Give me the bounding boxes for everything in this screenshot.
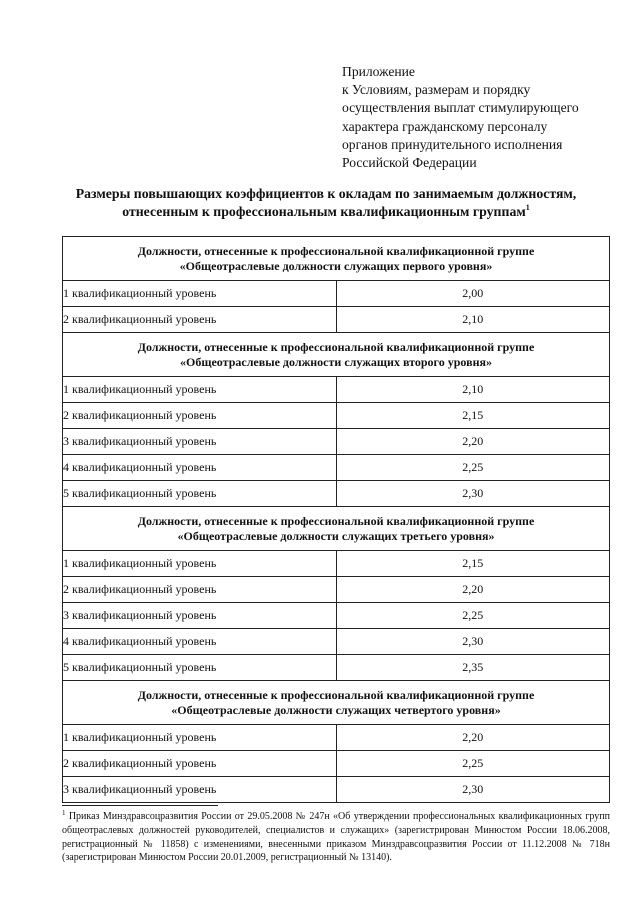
coefficient-cell: 2,30 [336,629,610,655]
coefficient-cell: 2,15 [336,403,610,429]
title-line [40,203,612,221]
group-header-line: «Общеотраслевые должности служащих третьего уровня» [177,528,495,543]
appendix-line: Приложение [342,64,415,79]
table-row [63,455,610,481]
table-row [63,481,610,507]
group-header-row [63,333,610,377]
footnote-mark: 1 [62,809,66,817]
coefficient-cell: 2,10 [336,377,610,403]
coefficient-cell: 2,35 [336,655,610,681]
table-row [63,307,610,333]
table-body [63,237,610,803]
footnote-text: Приказ Минздравсоцразвития России от 29.05.2008 № 247н «Об утверждении профессиональных квалификационных групп общеотраслевых должностей руководителей, специалистов и служащих» (зарегистрирован Минюстом России 18.06.2008, регистрационный № 11858) с изменениями, внесенными приказом Минздравсоцразвития России от 11.12.2008 № 718н (зарегистрирован Минюстом России 20.01.2009, регистрационный № 13140). [62,811,610,864]
group-header [63,681,610,725]
coefficient-cell: 2,25 [336,455,610,481]
qualification-level-cell: 1 квалификационный уровень [63,725,337,751]
coefficient-cell: 2,20 [336,429,610,455]
qualification-level-cell: 2 квалификационный уровень [63,751,337,777]
qualification-level-cell: 1 квалификационный уровень [63,377,337,403]
group-header [63,237,610,281]
table-row [63,281,610,307]
qualification-level-cell: 3 квалификационный уровень [63,429,337,455]
footnote [62,810,610,865]
table-row [63,603,610,629]
appendix-line: к Условиям, размерам и порядку [342,82,531,98]
coefficient-cell: 2,15 [336,551,610,577]
table-row [63,655,610,681]
coefficient-cell: 2,30 [336,777,610,803]
qualification-level-cell: 1 квалификационный уровень [63,281,337,307]
qualification-level-cell: 4 квалификационный уровень [63,455,337,481]
group-header-line: «Общеотраслевые должности служащих четвертого уровня» [171,702,501,717]
coefficient-cell: 2,00 [336,281,610,307]
group-header-row [63,681,610,725]
group-header-line: Должности, отнесенные к профессиональной квалификационной группе [137,243,535,258]
table-row [63,403,610,429]
qualification-level-cell: 4 квалификационный уровень [63,629,337,655]
table-row [63,551,610,577]
document-title [40,185,612,221]
group-header-line: «Общеотраслевые должности служащих второго уровня» [180,354,492,369]
qualification-level-cell: 2 квалификационный уровень [63,307,337,333]
group-header [63,333,610,377]
coefficient-cell: 2,10 [336,307,610,333]
table-row [63,725,610,751]
table-row [63,777,610,803]
coefficient-cell: 2,30 [336,481,610,507]
table-row [63,751,610,777]
coefficient-cell: 2,20 [336,725,610,751]
qualification-level-cell: 2 квалификационный уровень [63,403,337,429]
qualification-level-cell: 5 квалификационный уровень [63,481,337,507]
qualification-level-cell: 2 квалификационный уровень [63,577,337,603]
coefficient-cell: 2,25 [336,603,610,629]
appendix-line: характера гражданскому персоналу [342,118,548,134]
qualification-level-cell: 3 квалификационный уровень [63,777,337,803]
appendix-line: Российской Федерации [342,155,477,171]
table-row [63,377,610,403]
group-header-row [63,237,610,281]
appendix-line: органов принудительного исполнения [342,136,563,152]
footnote-divider [62,805,218,806]
table-row [63,577,610,603]
title-line-text: отнесенным к профессиональным квалификационным группам [122,204,526,219]
coefficient-cell: 2,25 [336,751,610,777]
group-header-line: Должности, отнесенные к профессиональной квалификационной группе [137,687,535,702]
group-header-line: Должности, отнесенные к профессиональной квалификационной группе [137,339,535,354]
group-header-line: Должности, отнесенные к профессиональной квалификационной группе [137,513,535,528]
group-header-row [63,507,610,551]
appendix-header [342,63,632,172]
group-header [63,507,610,551]
coefficients-table [62,236,610,803]
title-line: Размеры повышающих коэффициентов к окладам по занимаемым должностям, [75,186,577,201]
appendix-line: осуществления выплат стимулирующего [342,100,579,116]
table-row [63,429,610,455]
table-row [63,629,610,655]
qualification-level-cell: 1 квалификационный уровень [63,551,337,577]
coefficient-cell: 2,20 [336,577,610,603]
group-header-line: «Общеотраслевые должности служащих первого уровня» [179,258,493,273]
footnote-reference: 1 [525,203,530,212]
qualification-level-cell: 3 квалификационный уровень [63,603,337,629]
qualification-level-cell: 5 квалификационный уровень [63,655,337,681]
